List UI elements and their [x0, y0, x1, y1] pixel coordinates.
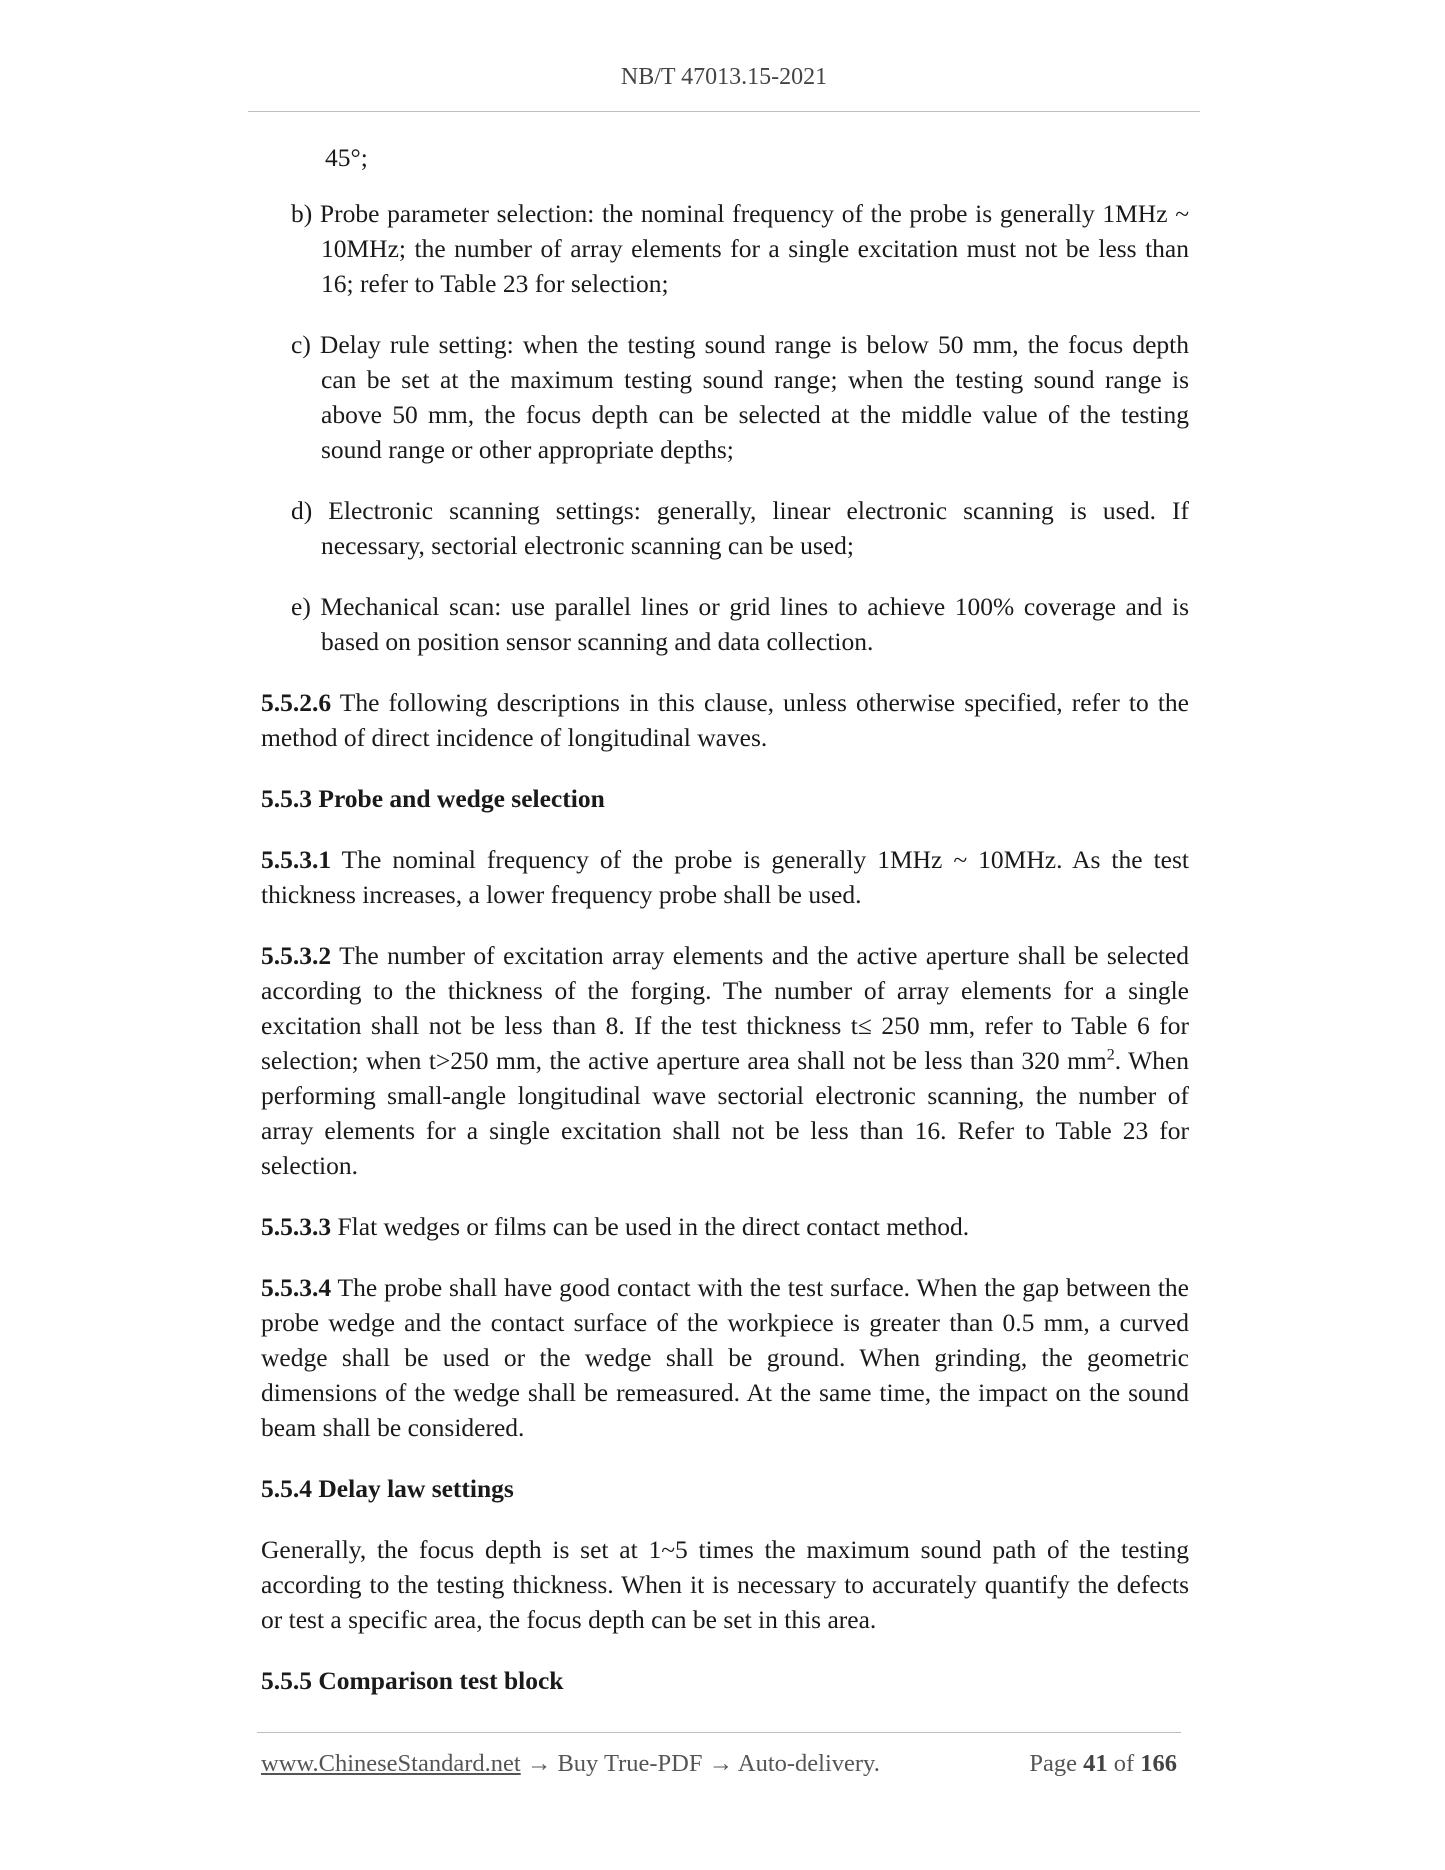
document-body	[261, 140, 1189, 1724]
header-divider	[248, 111, 1200, 112]
site-link[interactable]: www.ChineseStandard.net	[261, 1750, 521, 1777]
clause-number: 5.5.3.1	[261, 845, 332, 874]
list-item-c: c) Delay rule setting: when the testing sound range is below 50 mm, the focus depth can be set at the maximum testing sound range; when the testing sound range is above 50 mm, the focus depth can be selected at the middle value of the testing sound range or other appropriate depths;	[291, 330, 1189, 464]
continuation-line: 45°;	[325, 143, 368, 172]
clause-text-continued: . When performing small-angle longitudinal wave sectorial electronic scanning, the number of array elements for a single excitation shall not be less than 16. Refer to Table 23 for selection.	[261, 1046, 1189, 1180]
clause-text: The nominal frequency of the probe is generally 1MHz ~ 10MHz. As the test thickness increases, a lower frequency probe shall be used.	[261, 845, 1189, 909]
clause-5-5-3-4	[261, 1270, 1189, 1445]
clause-number: 5.5.2.6	[261, 688, 332, 717]
clause-number: 5.5.3.4	[261, 1273, 332, 1302]
clause-number: 5.5.3.3	[261, 1212, 332, 1241]
clause-5-5-3-2	[261, 938, 1189, 1183]
clause-text: The following descriptions in this clause, unless otherwise specified, refer to the method of direct incidence of longitudinal waves.	[261, 688, 1189, 752]
page-counter	[1029, 1750, 1177, 1778]
list-item-b: b) Probe parameter selection: the nominal frequency of the probe is generally 1MHz ~ 10MHz; the number of array elements for a single excitation must not be less than 16; refer to Table 23 for selection;	[291, 199, 1189, 298]
arrow-right-icon: →	[708, 1750, 734, 1777]
list-item-e: e) Mechanical scan: use parallel lines or grid lines to achieve 100% coverage and is based on position sensor scanning and data collection.	[291, 592, 1189, 656]
section-heading-5-5-4: 5.5.4 Delay law settings	[261, 1474, 514, 1503]
standard-code: NB/T 47013.15-2021	[620, 64, 828, 90]
clause-text: The probe shall have good contact with the test surface. When the gap between the probe wedge and the contact surface of the workpiece is greater than 0.5 mm, a curved wedge shall be used or the wedge shall be ground. When grinding, the geometric dimensions of the wedge shall be remeasured. At the same time, the impact on the sound beam shall be considered.	[261, 1273, 1189, 1442]
superscript: 2	[1106, 1046, 1115, 1064]
footer-divider	[257, 1732, 1181, 1733]
clause-5-5-3-3	[261, 1209, 1189, 1244]
clause-text: The number of excitation array elements and the active aperture shall be selected according to the thickness of the forging. The number of array elements for a single excitation shall not be less than 8. If the test thickness t≤ 250 mm, refer to Table 6 for selection; when t>250 mm, the active aperture area shall not be less than 320 mm	[261, 941, 1189, 1075]
clause-5-5-2-6	[261, 685, 1189, 755]
total-pages: 166	[1140, 1750, 1177, 1777]
clause-number: 5.5.3.2	[261, 941, 332, 970]
clause-5-5-3-1	[261, 842, 1189, 912]
page-label: Page	[1029, 1750, 1077, 1777]
list-item-d: d) Electronic scanning settings: generally, linear electronic scanning is used. If necessary, sectorial electronic scanning can be used;	[291, 496, 1189, 560]
footer-links	[261, 1750, 880, 1778]
clause-text: Flat wedges or films can be used in the direct contact method.	[331, 1212, 970, 1241]
section-heading-5-5-5: 5.5.5 Comparison test block	[261, 1666, 564, 1695]
page-footer	[261, 1750, 1181, 1784]
section-5-5-4-body: Generally, the focus depth is set at 1~5 times the maximum sound path of the testing according to the testing thickness. When it is necessary to accurately quantify the defects or test a specific area, the focus depth can be set in this area.	[261, 1535, 1189, 1634]
auto-delivery-text: Auto-delivery.	[737, 1750, 880, 1777]
section-heading-5-5-3: 5.5.3 Probe and wedge selection	[261, 784, 605, 813]
arrow-right-icon: →	[526, 1750, 552, 1777]
page-number: 41	[1083, 1750, 1108, 1777]
buy-true-pdf-text: Buy True-PDF	[557, 1750, 703, 1777]
page-header	[248, 64, 1200, 91]
of-label: of	[1113, 1750, 1135, 1777]
